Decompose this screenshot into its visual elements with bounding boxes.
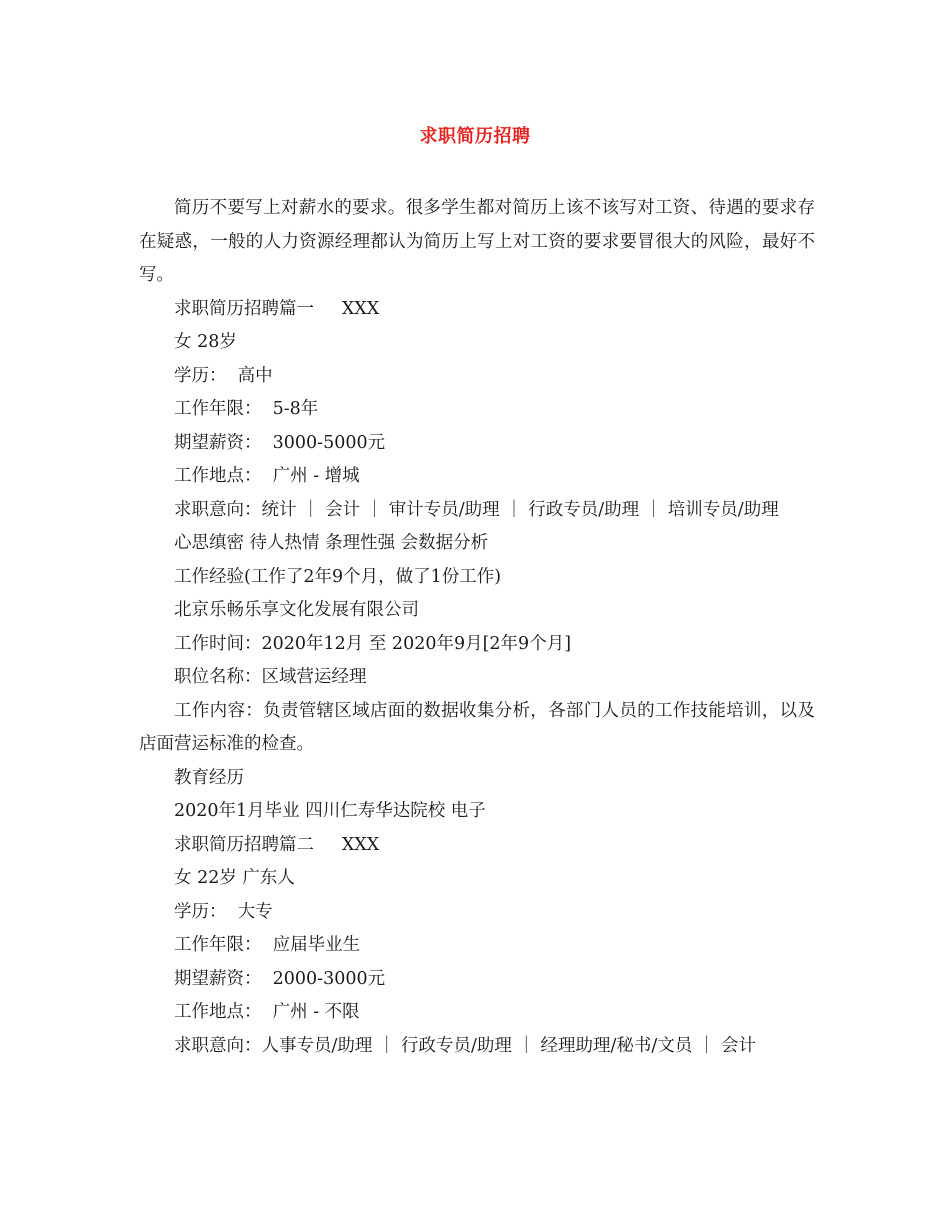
resume-one-gender-age: 女 28岁 — [174, 332, 237, 352]
document-title: 求职简历招聘 — [419, 126, 531, 147]
resume-one-graduation: 2020年1月毕业 四川仁寿华达院校 电子 — [174, 801, 486, 821]
resume-one-work-experience: 工作经验(工作了2年9个月，做了1份工作) — [174, 566, 502, 587]
resume-one-expected-salary: 期望薪资： 3000-5000元 — [174, 432, 386, 453]
resume-one-work-period: 工作时间：2020年12月 至 2020年9月[2年9个月] — [174, 633, 572, 654]
resume-one-position: 职位名称：区域营运经理 — [174, 667, 367, 687]
resume-two-work-location: 工作地点： 广州 - 不限 — [174, 1002, 360, 1022]
resume-one-education-heading: 教育经历 — [174, 767, 244, 788]
resume-one-work-years: 工作年限： 5-8年 — [174, 399, 319, 419]
resume-one-job-content: 工作内容：负责管辖区域店面的数据收集分析，各部门人员的工作技能培训，以及店面营运标准的检查。 — [139, 700, 815, 754]
resume-two-gender-age: 女 22岁 广东人 — [174, 868, 295, 888]
resume-two-education: 学历： 大专 — [174, 901, 273, 922]
resume-two-expected-salary: 期望薪资： 2000-3000元 — [174, 968, 386, 989]
resume-two-work-years: 工作年限： 应届毕业生 — [174, 935, 361, 955]
resume-one-heading: 求职简历招聘篇一 XXX — [174, 298, 380, 319]
resume-one-work-location: 工作地点： 广州 - 增城 — [174, 466, 360, 486]
resume-one-traits: 心思缜密 待人热情 条理性强 会数据分析 — [174, 533, 489, 553]
resume-one-education: 学历： 高中 — [174, 365, 273, 386]
resume-two-heading: 求职简历招聘篇二 XXX — [174, 834, 380, 855]
resume-two-job-intention: 求职意向：人事专员/助理 ｜ 行政专员/助理 ｜ 经理助理/秘书/文员 ｜ 会计 — [174, 1035, 756, 1056]
document-body — [139, 192, 815, 1063]
intro-paragraph: 简历不要写上对薪水的要求。很多学生都对简历上该不该写对工资、待遇的要求存在疑惑，一般的人力资源经理都认为简历上写上对工资的要求要冒很大的风险，最好不写。 — [139, 198, 815, 285]
resume-one-job-intention: 求职意向：统计 ｜ 会计 ｜ 审计专员/助理 ｜ 行政专员/助理 ｜ 培训专员/助理 — [174, 499, 779, 520]
resume-one-company: 北京乐畅乐享文化发展有限公司 — [174, 600, 419, 620]
